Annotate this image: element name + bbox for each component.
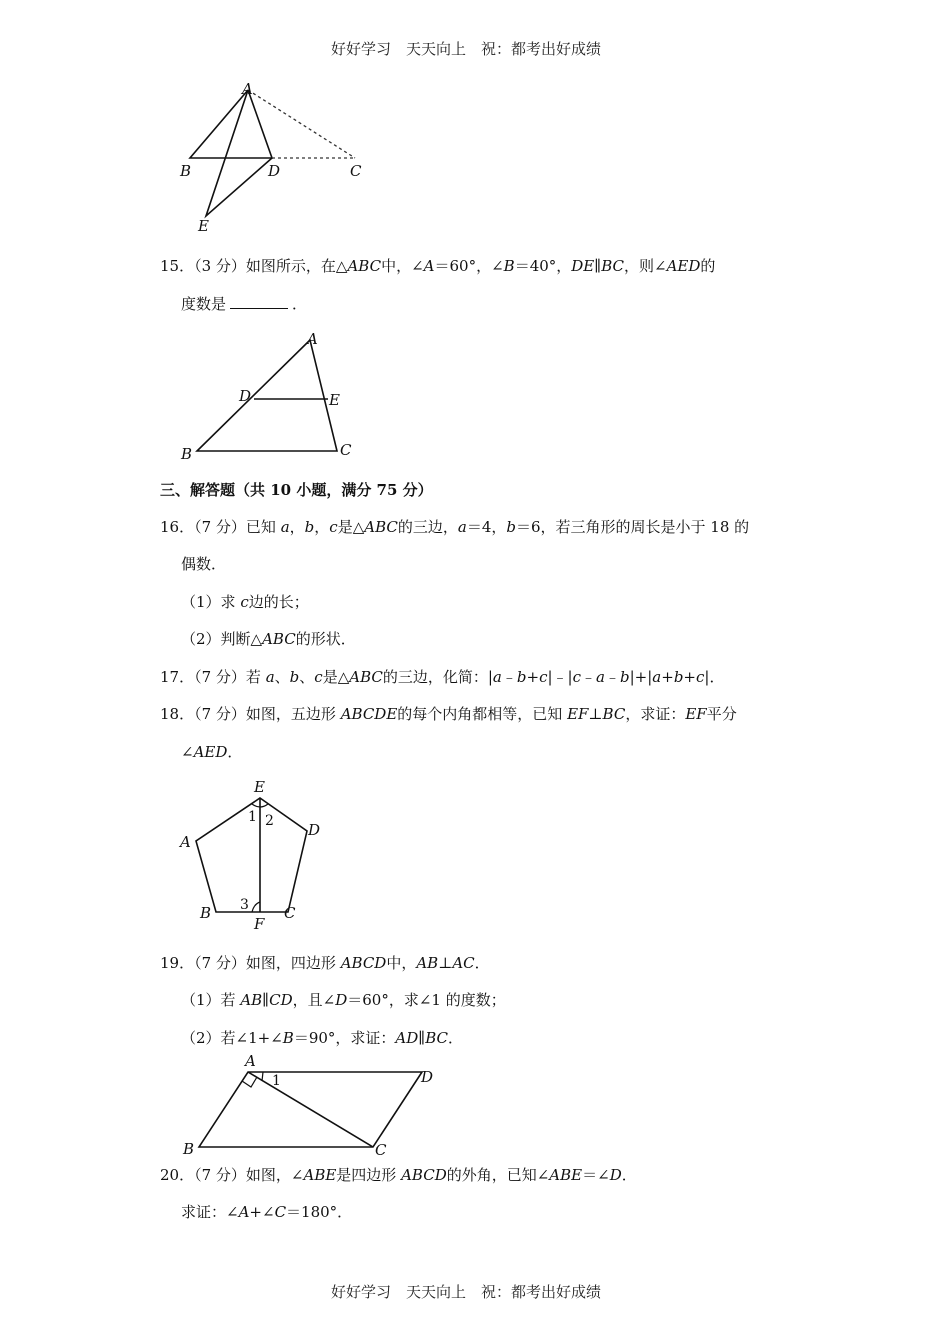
figure-q18 [172, 775, 342, 935]
label-E: E [198, 217, 209, 235]
label-D: D [239, 387, 252, 405]
label-B: B [183, 1140, 195, 1158]
question-15-line2: 度数是 ． [181, 295, 308, 313]
section-3-title: 三、解答题（共 10 小题，满分 75 分） [160, 481, 433, 499]
page-footer: 好好学习 天天向上 祝：都考出好成绩 [331, 1283, 602, 1301]
figure-q19 [175, 1052, 445, 1162]
label-C: C [340, 441, 352, 459]
question-19-sub2: （2）若∠1+∠B＝90°，求证：AD∥BC． [181, 1029, 464, 1047]
angle-3: 3 [240, 897, 249, 913]
label-D: D [421, 1068, 434, 1086]
label-A: A [245, 1052, 256, 1070]
label-E: E [254, 778, 265, 796]
question-19-sub1: （1）若 AB∥CD，且∠D＝60°，求∠1 的度数； [181, 991, 506, 1009]
question-19-line1: 19．（7 分）如图，四边形 ABCD中，AB⊥AC． [160, 954, 490, 972]
figure-q15 [175, 328, 365, 466]
label-E: E [329, 391, 340, 409]
angle-2: 2 [265, 813, 274, 829]
question-20-line1: 20．（7 分）如图，∠ABE是四边形 ABCD的外角，已知∠ABE＝∠D． [160, 1166, 637, 1184]
angle-1: 1 [248, 809, 257, 825]
label-F: F [254, 915, 265, 933]
question-18-line2: ∠AED． [181, 743, 243, 761]
answer-blank [230, 294, 288, 309]
question-20-line2: 求证：∠A+∠C＝180°． [181, 1203, 353, 1221]
label-D: D [268, 162, 281, 180]
angle-1: 1 [272, 1073, 281, 1089]
label-C: C [284, 904, 296, 922]
label-B: B [181, 445, 193, 463]
question-16-line1: 16．（7 分）已知 a，b，c是△ABC的三边，a＝4，b＝6，若三角形的周长是小于 18 的 [160, 518, 750, 536]
figure-q14 [170, 78, 400, 238]
label-A: A [180, 833, 191, 851]
question-16-sub1: （1）求 c边的长； [181, 593, 309, 611]
question-16-line2: 偶数． [181, 555, 227, 573]
label-B: B [200, 904, 212, 922]
label-C: C [375, 1141, 387, 1159]
label-C: C [350, 162, 362, 180]
label-A: A [242, 80, 253, 98]
question-16-sub2: （2）判断△ABC的形状． [181, 630, 356, 648]
label-A: A [307, 330, 318, 348]
question-17: 17．（7 分）若 a、b、c是△ABC的三边，化简：|a﹣b+c|﹣|c﹣a﹣b|+|a+b+c|． [160, 668, 725, 686]
page-header: 好好学习 天天向上 祝：都考出好成绩 [331, 40, 602, 58]
label-B: B [180, 162, 192, 180]
question-15-line1: 15．（3 分）如图所示，在△ABC中，∠A＝60°，∠B＝40°，DE∥BC，则∠AED的 [160, 257, 716, 275]
question-18-line1: 18．（7 分）如图，五边形 ABCDE的每个内角都相等，已知 EF⊥BC，求证：EF平分 [160, 705, 737, 723]
label-D: D [308, 821, 321, 839]
